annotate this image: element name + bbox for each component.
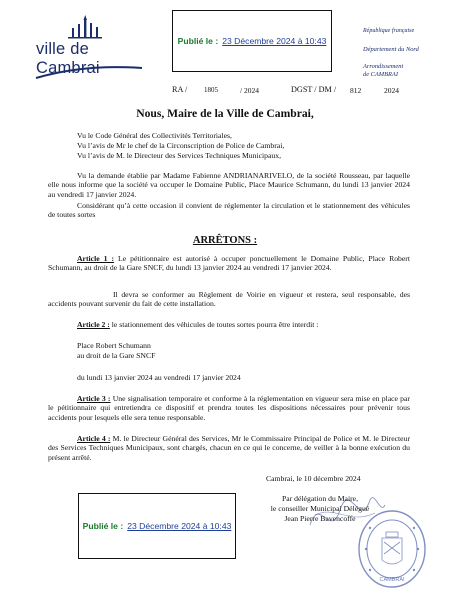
published-label: Publié le : xyxy=(82,521,124,531)
signature-line-3: Jean Pierre Bavencoffe xyxy=(284,514,356,523)
signature-place-date: Cambrai, le 10 décembre 2024 xyxy=(266,474,361,483)
city-logo xyxy=(34,14,144,82)
publication-stamp-bottom xyxy=(78,493,236,559)
article-2-text: le stationnement des véhicules de toutes sortes pourra être interdit : xyxy=(109,320,319,329)
article-2-label: Article 2 : xyxy=(77,320,110,329)
article-2-place1: Place Robert Schumann xyxy=(77,341,151,350)
page-title: Nous, Maire de la Ville de Cambrai, xyxy=(136,107,314,120)
dgst-label: DGST / DM / xyxy=(291,85,337,94)
signature-line-2: le conseiller Municipal Délégué xyxy=(270,504,370,513)
published-date-link[interactable]: 23 Décembre 2024 à 10:43 xyxy=(127,521,232,531)
dgst-number: 812 xyxy=(350,86,362,95)
ra-label: RA / xyxy=(172,85,188,94)
arrondissement-line1: Arrondissement xyxy=(363,63,404,70)
article-1 xyxy=(48,254,410,273)
published-date-link[interactable]: 23 Décembre 2024 à 10:43 xyxy=(222,36,327,46)
city-name: ville de Cambrai xyxy=(36,40,100,77)
arrondissement-line2: de CAMBRAI xyxy=(363,71,398,78)
article-1-text: Le pétitionnaire est autorisé à occuper ponctuellement le Domaine Public, Place Robert Schumann, au droit de la Gare SNCF, du lundi 13 janvier 2024 au vendredi 17 janvier 2024. xyxy=(48,254,410,273)
article-1-text2: Il devra se conformer au Règlement de Voirie en vigueur et restera, seul responsable, des accidents pouvant survenir du fait de cette installation. xyxy=(48,290,410,309)
department-label: Département du Nord xyxy=(363,46,419,53)
seal-text: CAMBRAI xyxy=(379,577,405,583)
logo-swoosh xyxy=(34,60,144,82)
official-seal-icon xyxy=(356,508,428,590)
vu-line: Vu l’avis de M. le Directeur des Services Techniques Municipaux, xyxy=(77,151,282,160)
vu-line: Vu l’avis de Mr le chef de la Circonscription de Police de Cambrai, xyxy=(77,141,285,150)
dgst-year: 2024 xyxy=(384,86,399,95)
publication-stamp-top xyxy=(172,10,332,72)
article-4-text: M. le Directeur Général des Services, Mr le Commissaire Principal de Police et M. le Directeur des Services Techniques Municipaux, sont chargés, chacun en ce qui le concerne, de veiller à la bonne exécution du présent arrêté. xyxy=(48,434,411,462)
article-4 xyxy=(48,434,410,462)
arretons-heading: ARRÊTONS : xyxy=(192,235,258,246)
article-2-place2: au droit de la Gare SNCF xyxy=(77,351,156,360)
article-2-dates: du lundi 13 janvier 2024 au vendredi 17 janvier 2024 xyxy=(77,373,241,382)
signature-line-1: Par délégation du Maire, xyxy=(282,494,358,503)
article-2 xyxy=(77,320,318,329)
republic-label: République française xyxy=(363,28,415,34)
article-4-label: Article 4 : xyxy=(77,434,111,443)
request-paragraph: Vu la demande établie par Madame Fabienne ANDRIANARIVELO, de la société Rousseau, par laquelle elle nous informe que la société va occuper le Domaine Public, Place Maurice Schumann, du lundi 13 janvier 2024 au vendredi 17 janvier 2024. xyxy=(48,171,410,199)
article-3-label: Article 3 : xyxy=(77,394,111,403)
vu-line: Vu le Code Général des Collectivités Territoriales, xyxy=(77,131,232,140)
ra-year: / 2024 xyxy=(240,86,259,95)
considering-paragraph: Considérant qu’à cette occasion il convient de réglementer la circulation et le stationnement des véhicules de toutes sortes xyxy=(48,201,410,220)
ra-number: 1805 xyxy=(204,86,218,94)
article-3 xyxy=(48,394,410,422)
published-label: Publié le : xyxy=(177,36,219,46)
article-3-text: Une signalisation temporaire et conforme à la réglementation en vigueur sera mise en place par le pétitionnaire qui entretiendra ce dispositif et prendra toutes les dispositions nécessaires pour prévenir tous accidents pour lesquels elle sera tenue responsable. xyxy=(48,394,410,422)
article-1-label: Article 1 : xyxy=(77,254,115,263)
